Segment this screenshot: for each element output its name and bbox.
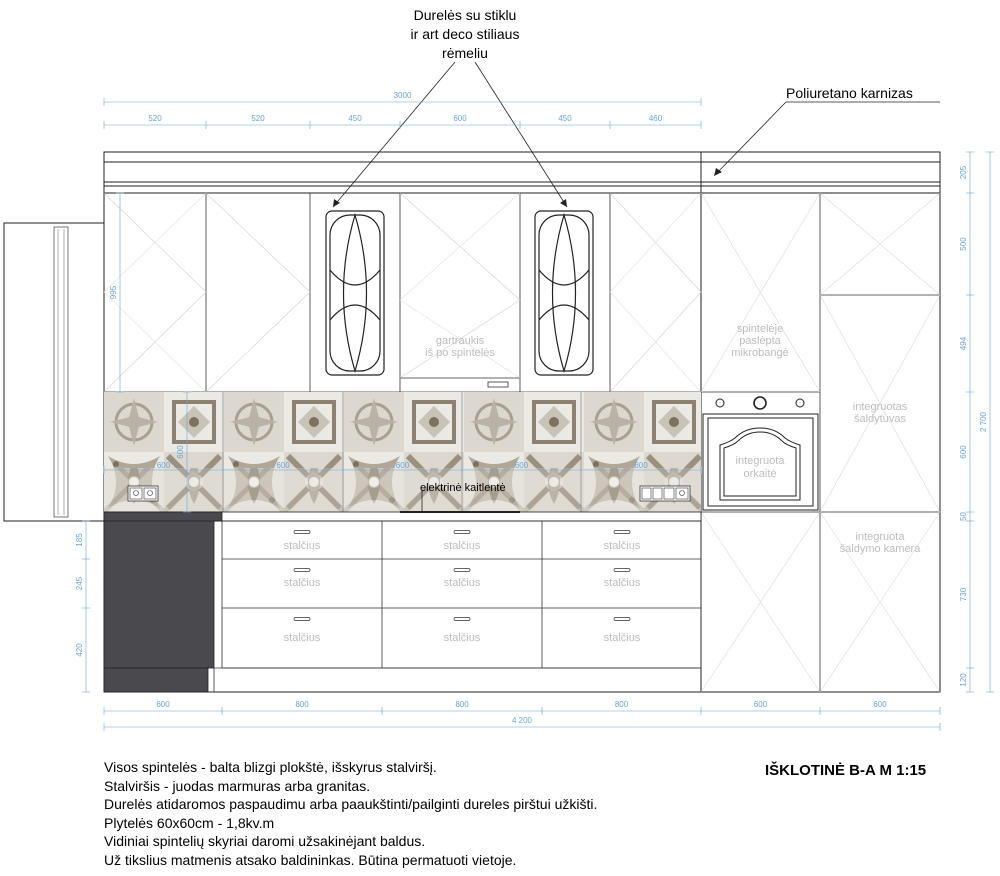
dim-top-seg-label: 600 — [453, 114, 467, 123]
dim-top-seg-label: 460 — [648, 114, 663, 123]
dim-bottom-seg-label: 800 — [455, 700, 469, 709]
power-socket-right — [640, 486, 690, 501]
note-line: Plytelės 60x60cm - 1,8kv.m — [104, 814, 275, 831]
dim-left-label: 245 — [75, 576, 84, 591]
backsplash — [104, 392, 701, 512]
note-line: Durelės atidaromos paspaudimu arba paaukštinti/pailginti dureles pirštui užkišti. — [104, 796, 598, 812]
drawer-label: stalčius — [283, 577, 321, 589]
dim-top-seg-label: 450 — [558, 114, 572, 123]
drawer-label: stalčius — [603, 632, 641, 644]
drawer-handle — [454, 531, 470, 534]
drawer-handle — [454, 618, 470, 621]
cornice-label: Poliuretano karnizas — [786, 85, 913, 101]
microwave-label: spintelėje — [736, 323, 784, 335]
note-line: Vidiniai spintelių skyriai daromi užsakinėjant baldus. — [104, 833, 426, 849]
notes — [104, 758, 597, 869]
hood-label: gartraukis — [435, 335, 485, 347]
countertop — [104, 512, 701, 692]
note-line: Visos spintelės - balta blizgi plokštė, išskyrus stalviršį. — [104, 759, 437, 775]
note-line: Už tikslius matmenis atsako baldininkas. Būtina permatuoti vietoje. — [104, 851, 517, 868]
dim-tile-label: 600 — [395, 461, 410, 470]
callout-line-1: Durelės su stiklu — [413, 7, 517, 23]
power-socket-left — [128, 486, 158, 501]
drawer-label: stalčius — [283, 632, 321, 644]
drawing-title: IŠKLOTINĖ B-A M 1:15 — [765, 762, 927, 779]
dim-tile-label: 600 — [276, 461, 290, 470]
dim-tile-label: 600 — [156, 461, 171, 470]
drawer-handle — [294, 618, 310, 621]
dim-tile-label: 600 — [514, 461, 529, 470]
hood-label: iš po spintelės — [425, 347, 495, 359]
oven-label: integruota — [735, 455, 785, 467]
hob-label: elektrinė kaitlentė — [420, 482, 506, 494]
drawer-handle — [294, 569, 310, 572]
dim-right-label: 120 — [959, 673, 968, 687]
callout-line-2: ir art deco stiliaus — [410, 26, 520, 42]
dim-bottom-seg-label: 600 — [873, 700, 887, 709]
dim-backsplash-label: 600 — [176, 445, 185, 459]
callout-glass-doors — [333, 7, 567, 207]
side-panel — [4, 223, 104, 521]
dim-right-label: 205 — [959, 165, 968, 180]
dim-bottom-seg-label: 800 — [295, 700, 309, 709]
glass-door-left — [326, 211, 384, 375]
drawer-label: stalčius — [443, 540, 481, 552]
dim-top-total-label: 3000 — [393, 91, 412, 100]
drawer-handle — [454, 569, 470, 572]
oven-label: orkaitė — [743, 468, 777, 480]
dim-right-label: 600 — [959, 445, 968, 459]
glass-door-right — [535, 211, 593, 375]
drawer-label: stalčius — [443, 577, 481, 589]
drawer-label: stalčius — [603, 540, 641, 552]
drawer-handle — [294, 531, 310, 534]
dim-right-label: 730 — [959, 587, 968, 602]
dim-left-label: 185 — [75, 533, 84, 547]
drawer-handle — [614, 569, 630, 572]
dim-tile-label: 600 — [634, 461, 648, 470]
drawer-label: stalčius — [283, 540, 321, 552]
dim-top-seg-label: 450 — [348, 114, 362, 123]
microwave-label: paslėpta — [739, 335, 781, 347]
callout-line-3: rėmeliu — [442, 45, 488, 61]
fridge-label: šaldytuvas — [854, 413, 906, 425]
upper-cabinets — [104, 193, 701, 392]
dim-right-label: 494 — [959, 336, 968, 351]
fridge-label: integruotas — [852, 401, 908, 413]
dim-right-total-label: 2 700 — [979, 411, 988, 433]
note-line: Stalviršis - juodas marmuras arba granitas. — [104, 777, 371, 794]
freezer-label: šaldymo kamera — [839, 543, 921, 555]
dim-bottom-total-label: 4 200 — [511, 716, 533, 725]
drawer-label: stalčius — [443, 632, 481, 644]
oven — [703, 397, 818, 510]
dim-upper-label: 995 — [109, 285, 118, 300]
drawer-label: stalčius — [603, 577, 641, 589]
dim-right-label: 500 — [959, 237, 968, 251]
microwave-label: mikrobangė — [731, 347, 789, 359]
dim-top-seg-label: 520 — [251, 114, 265, 123]
dim-right-label: 50 — [959, 512, 968, 521]
dim-top-seg-label: 520 — [148, 114, 162, 123]
dim-bottom-seg-label: 600 — [156, 700, 170, 709]
freezer-label: integruota — [855, 531, 905, 543]
dim-left-label: 420 — [75, 643, 84, 657]
drawer-handle — [614, 531, 630, 534]
dim-bottom-seg-label: 600 — [753, 700, 768, 709]
drawer-handle — [614, 618, 630, 621]
dim-bottom-seg-label: 800 — [614, 700, 629, 709]
